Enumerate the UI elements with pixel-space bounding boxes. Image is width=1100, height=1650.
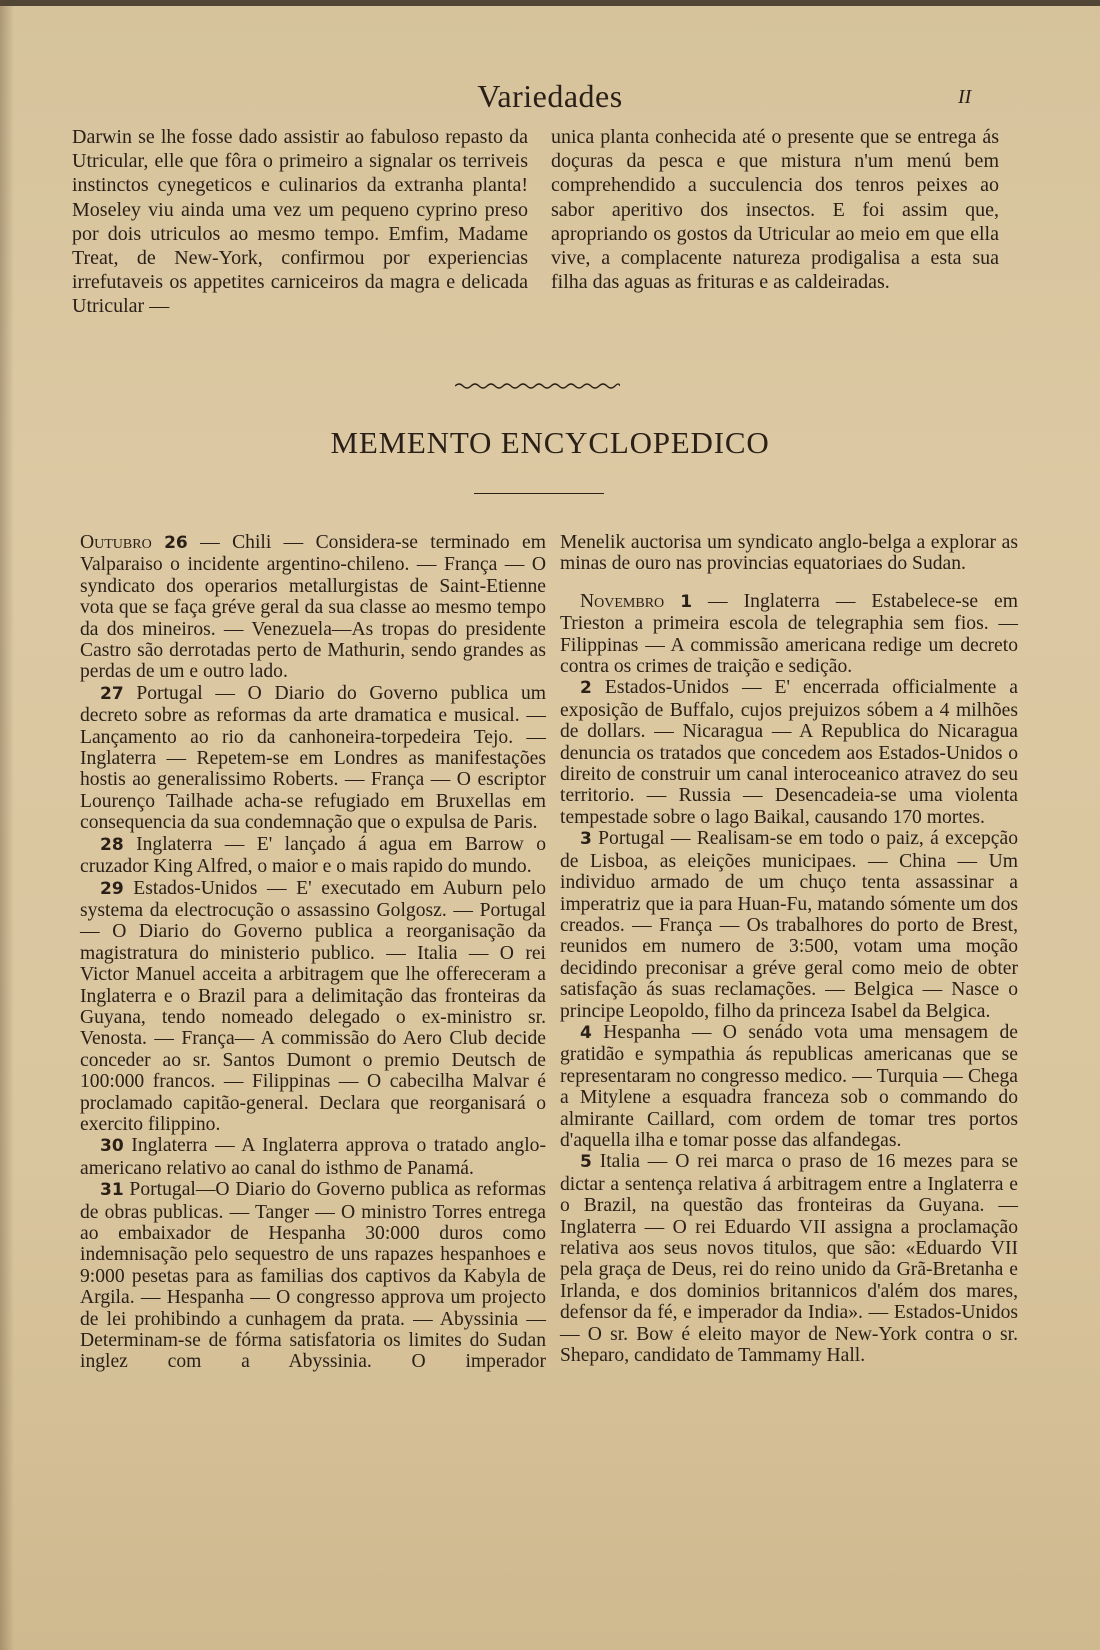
memento-entry — [560, 677, 1018, 828]
memento-entry — [560, 828, 1018, 1022]
entry-day: 3 — [580, 829, 592, 850]
entry-text: Portugal — Realisam-se em todo o paiz, á excepção de Lisboa, as eleições municipaes. — China — Um individuo armado de um chuço tenta assassinar a imperatriz que ia para Huan-Fu, matando sómente um dos creados. — França — Os trabalhores do porto de Brest, reunidos em numero de 3:500, votam uma moção decidindo preconisar a gréve geral como meio de obter satisfação ás suas reclamações. — Belgica — Nasce o principe Leopoldo, filho da princeza Isabel da Belgica. — [560, 828, 1018, 1022]
running-title: Variedades — [477, 78, 623, 114]
entry-text: Portugal—O Diario do Governo publica as reformas de obras publicas. — Tanger — O ministro Torres entrega ao embaixador de Hespanha 30:000 duros como indemnisação pelo sequestro de uns rapazes hespanhoes e 9:000 pesetas para as familias dos captivos da Kabyla de Argila. — Hespanha — O congresso approva um projecto de lei prohibindo a cunhagem da prata. — Abyssinia — Determinam-se de fórma satisfatoria os limites do Sudan inglez com a Abyssinia. O imperador — [80, 1179, 546, 1373]
entry-day: 28 — [100, 834, 124, 855]
running-header — [0, 78, 1100, 118]
title-rule — [474, 493, 604, 494]
entry-day: 30 — [100, 1136, 124, 1157]
top-right-paragraph: unica planta conhecida até o presente que se entrega ás doçuras da pesca e que mistura n'um menú bem comprehendido a succulencia dos tenros peixes ao sabor aperitivo dos insectos. E foi assim que, apropriando os gostos da Utricular ao meio em que ella vive, a complacente natureza prodigalisa a esta sua filha das aguas as frituras e as caldeiradas. — [551, 126, 999, 294]
entry-month: Outubro — [80, 532, 152, 553]
top-left-paragraph: Darwin se lhe fosse dado assistir ao fabuloso repasto da Utricular, elle que fôra o primeiro a signalar os terriveis instinctos cynegeticos e culinarios da extranha planta! Moseley viu ainda uma vez um pequeno cyprino preso por dois utriculos ao mesmo tempo. Emfim, Madame Treat, de New-York, confirmou por experiencias irrefutaveis os appetites carniceiros da magra e delicada Utricular — — [72, 126, 528, 318]
entry-month: Novembro — [580, 590, 665, 612]
memento-entry — [560, 1151, 1018, 1366]
memento-entry — [80, 683, 546, 834]
memento-entry — [80, 1135, 546, 1179]
entry-day: 5 — [580, 1152, 592, 1173]
memento-entry — [80, 878, 546, 1136]
memento-continuation: Menelik auctorisa um syndicato anglo-belga a explorar as minas de ouro nas provincias equatoriaes do Sudan. — [560, 532, 1018, 575]
entry-day: 29 — [100, 878, 124, 899]
entry-day: 1 — [680, 591, 693, 612]
scan-top-edge — [0, 0, 1100, 6]
memento-left-column — [80, 532, 546, 1373]
entry-day: 4 — [580, 1022, 592, 1043]
memento-entry — [80, 532, 546, 683]
entry-text: Estados-Unidos — E' executado em Auburn pelo systema da electrocução o assassino Golgosz. — Portugal — O Diario do Governo publica a reorganisação da magistratura do ministerio publico. — Italia — O rei Victor Manuel acceita a arbitragem que lhe offereceram a Inglaterra e o Brazil para a delimitação das fronteiras da Guyana, tendo nomeado delegado o ex-ministro sr. Venosta. — França— A commissão do Aero Club decide conceder ao sr. Santos Dumont o premio Deutsch de 100:000 francos. — Filippinas — O cabecilha Malvar é proclamado capitão-general. Declara que reorganisará o exercito filippino. — [80, 877, 546, 1135]
entry-day: 27 — [100, 683, 124, 704]
entry-day: 26 — [164, 533, 188, 553]
entry-text: — Inglaterra — Estabelece-se em Trieston a primeira escola de telegraphia sem fios. — Filippinas — A commissão americana redige um decreto contra os crimes de traição e sedição. — [560, 590, 1018, 678]
entry-text: Inglaterra — A Inglaterra approva o tratado anglo-americano relativo ao canal do isthmo de Panamá. — [80, 1135, 546, 1179]
entry-text: Portugal — O Diario do Governo publica um decreto sobre as reformas da arte dramatica e musical. — Lançamento ao rio da canhoneira-torpedeira Tejo. — Inglaterra — Repetem-se em Londres as manifestações hostis ao generalissimo Roberts. — França — O escriptor Lourenço Tailhade acha-se refugiado em Bruxellas em consequencia da sua condemnação que o expulsa de Paris. — [80, 682, 546, 834]
entry-text: Inglaterra — E' lançado á agua em Barrow o cruzador King Alfred, o maior e o mais rapido do mundo. — [80, 833, 546, 878]
memento-entry — [80, 1179, 546, 1373]
section-title: MEMENTO ENCYCLOPEDICO — [330, 425, 770, 460]
top-left-column — [72, 125, 528, 319]
page-number: II — [958, 86, 972, 108]
memento-entry — [560, 1022, 1018, 1151]
entry-text: Estados-Unidos — E' encerrada officialmente a exposição de Buffalo, cujos prejuizos sóbem a 4 milhões de dollars. — Nicaragua — A Republica do Nicaragua denuncia os tratados que concedem aos Estados-Unidos o direito de construir um canal interoceanico atravez do seu territorio. — Russia — Desencadeia-se uma violenta tempestade sobre o lago Baikal, causando 170 mortes. — [560, 677, 1018, 828]
entry-day: 31 — [100, 1180, 124, 1201]
entry-day: 2 — [580, 678, 592, 699]
entry-text: Hespanha — O senádo vota uma mensagem de gratidão e sympathia ás republicas americanas que se representaram no congresso medico. — Turquia — Chega a Mitylene a esquadra franceza sob o commando do almirante Caillard, com ordem de tomar tres portos d'aquella ilha e tomar posse das alfandegas. — [560, 1021, 1018, 1151]
entry-text: Italia — O rei marca o praso de 16 mezes para se dictar a sentença relativa á arbitragem entre a Inglaterra e o Brazil, na questão das fronteiras da Guyana. — Inglaterra — O rei Eduardo VII assigna a proclamação relativa aos seus novos titulos, que são: «Eduardo VII pela graça de Deus, rei do reino unido da Grã-Bretanha e Irlanda, e dos dominios britannicos d'além dos mares, defensor da fé, e imperador da India». — Estados-Unidos — O sr. Bow é eleito mayor de New-York contra o sr. Sheparo, candidato de Tammamy Hall. — [560, 1151, 1018, 1367]
entry-text: — Chili — Considera-se terminado em Valparaiso o incidente argentino-chileno. — França — O syndicato dos operarios metallurgistas de Saint-Etienne vota que se faça gréve geral da sua classe ao mesmo tempo da dos mineiros. — Venezuela—As tropas do presidente Castro são derrotadas perto de Mathurin, sendo grandes as perdas de um e outro lado. — [80, 532, 546, 683]
scan-left-shadow — [0, 0, 14, 1650]
memento-entry — [560, 591, 1018, 678]
top-right-column — [551, 125, 999, 294]
wavy-ornament-divider — [455, 381, 620, 391]
memento-right-column — [560, 532, 1018, 1366]
memento-entry — [80, 834, 546, 878]
